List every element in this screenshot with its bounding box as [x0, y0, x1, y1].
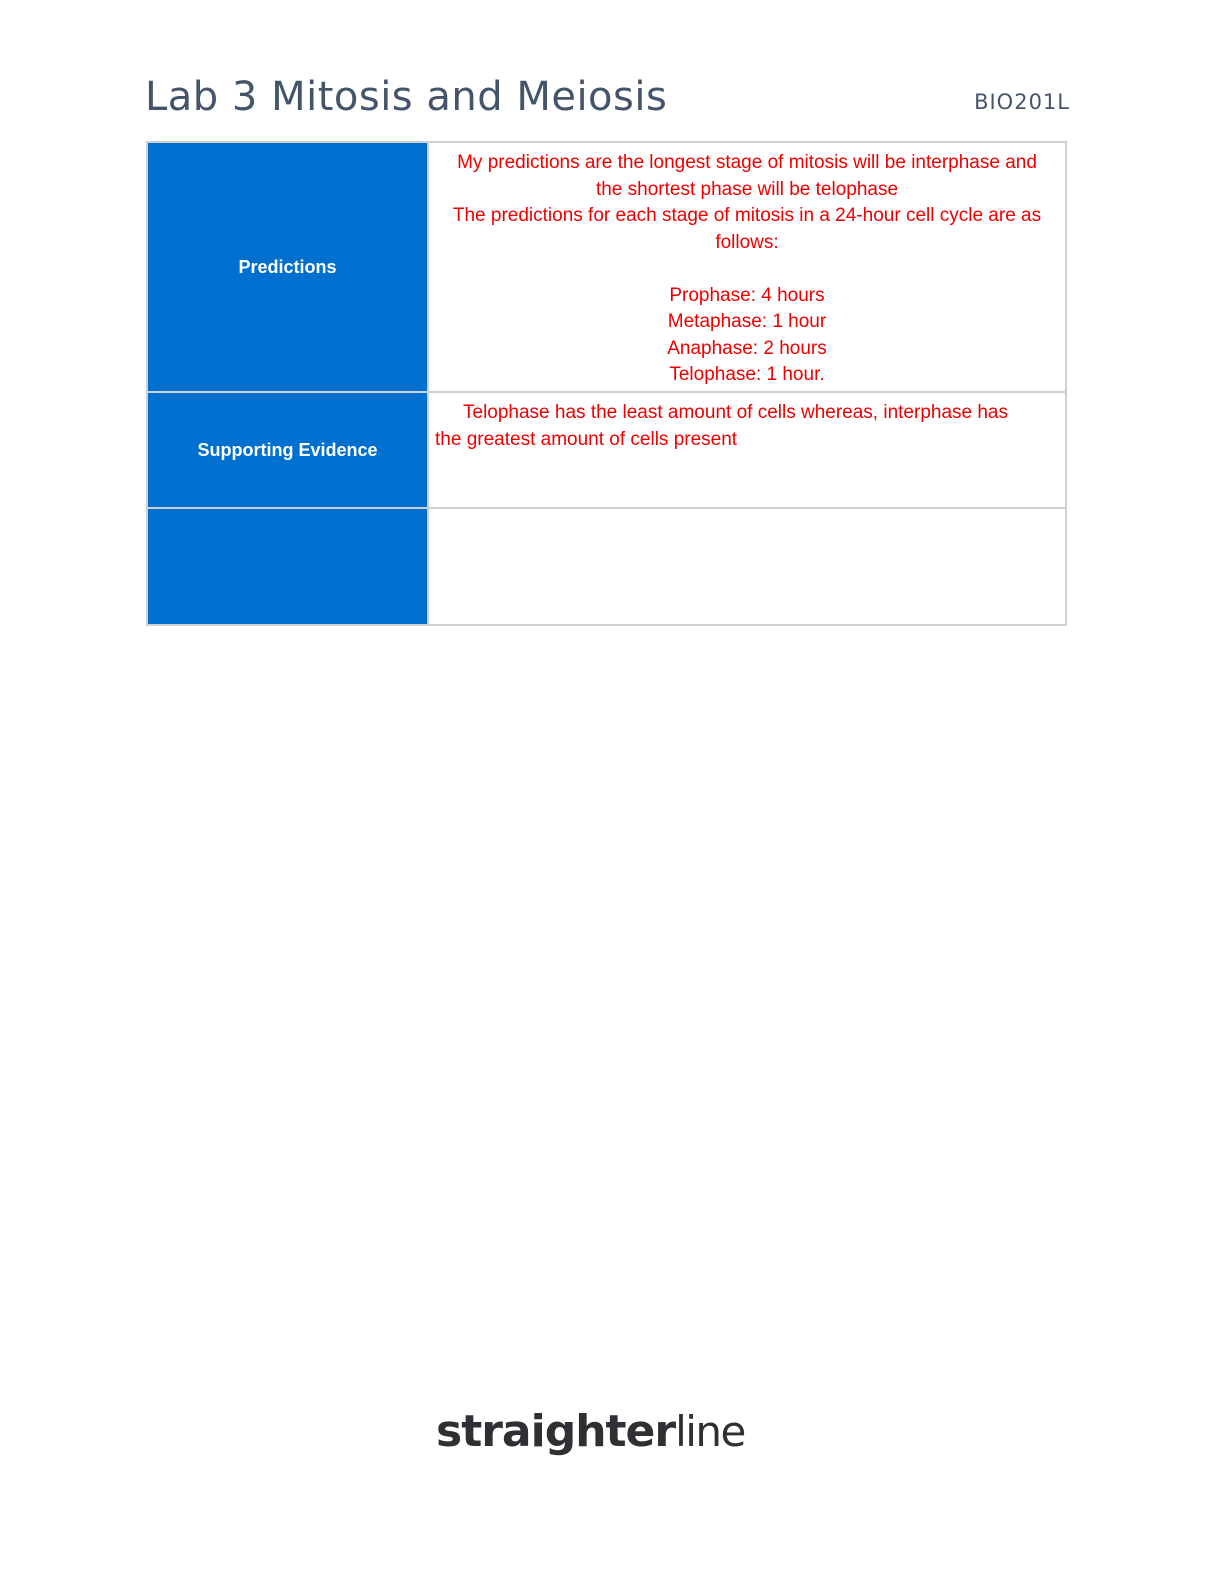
page-title: Lab 3 Mitosis and Meiosis — [145, 74, 668, 120]
table-row-predictions — [147, 142, 1066, 392]
prediction-telophase: Telophase: 1 hour. — [669, 364, 825, 385]
prediction-line: The predictions for each stage of mitosis in a 24-hour cell cycle are as — [452, 205, 1042, 226]
empty-label — [147, 508, 428, 625]
lab-report-table — [146, 141, 1067, 626]
prediction-blank-line — [435, 256, 1059, 283]
table-row-empty — [147, 508, 1066, 625]
prediction-prophase: Prophase: 4 hours — [669, 284, 825, 306]
supporting-evidence-label: Supporting Evidence — [147, 392, 428, 508]
supporting-evidence-content — [428, 392, 1066, 508]
empty-content — [428, 508, 1066, 625]
logo-bold-text: straighter — [436, 1406, 676, 1457]
prediction-anaphase: Anaphase: 2 hours — [667, 337, 827, 359]
prediction-line: My predictions are the longest stage of mitosis will be interphase and — [457, 152, 1037, 173]
prediction-metaphase: Metaphase: 1 hour — [667, 311, 827, 332]
logo-light-text: line — [675, 1407, 745, 1456]
predictions-content — [428, 142, 1066, 392]
page-header — [145, 70, 1070, 130]
prediction-line: follows: — [715, 231, 779, 253]
table-row-supporting-evidence — [147, 392, 1066, 508]
supporting-evidence-text: Telophase has the least amount of cells whereas, interphase has the greatest amount of cells present — [435, 402, 1008, 450]
straighterline-logo — [436, 1402, 776, 1466]
predictions-label: Predictions — [147, 142, 428, 392]
course-code: BIO201L — [974, 90, 1070, 114]
prediction-line: the shortest phase will be telophase — [595, 178, 899, 200]
